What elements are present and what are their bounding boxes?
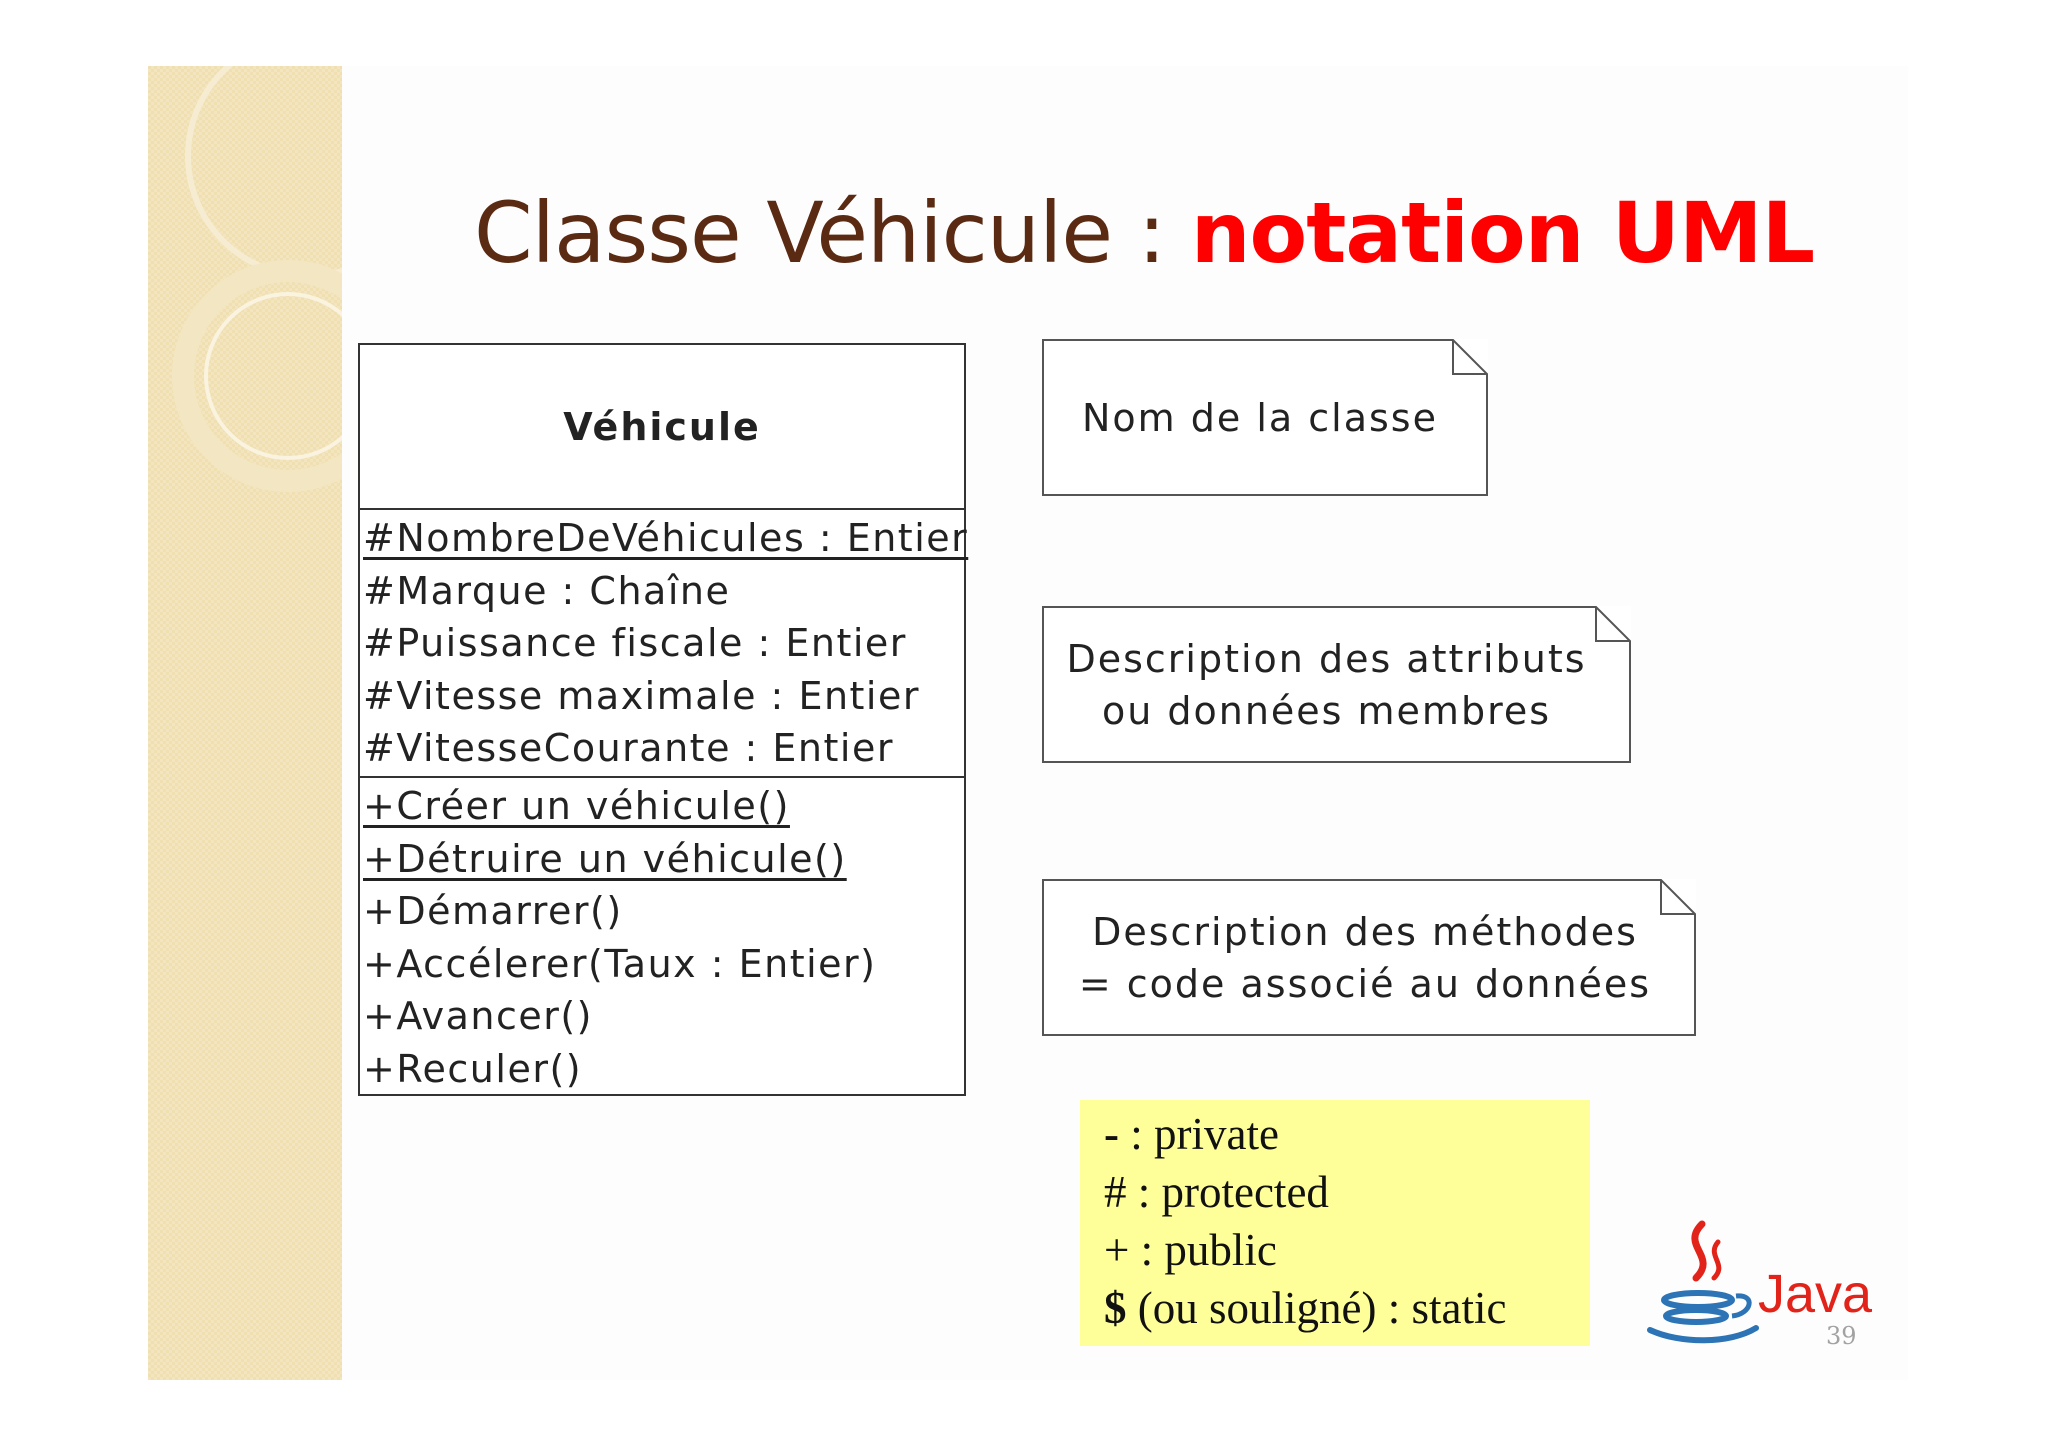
uml-operation: +Créer un véhicule() bbox=[363, 784, 790, 828]
uml-operation: +Détruire un véhicule() bbox=[363, 836, 847, 881]
uml-operation: +Reculer() bbox=[363, 1046, 583, 1091]
decorative-circles bbox=[148, 66, 342, 1380]
note-class-name-text: Nom de la classe bbox=[1082, 395, 1438, 440]
legend-item bbox=[1104, 1279, 1590, 1337]
legend-symbol: - bbox=[1104, 1109, 1119, 1159]
slide-title bbox=[474, 178, 1815, 288]
note-class-name bbox=[1042, 339, 1488, 496]
uml-operations-compartment bbox=[360, 778, 964, 1095]
java-logo-text: Java bbox=[1758, 1264, 1873, 1324]
legend-meaning: (ou souligné) : static bbox=[1126, 1283, 1507, 1333]
uml-operation: +Accélerer(Taux : Entier) bbox=[363, 941, 877, 986]
uml-class-name: Véhicule bbox=[360, 345, 964, 510]
uml-attribute: #VitesseCourante : Entier bbox=[363, 726, 894, 770]
note-attributes bbox=[1042, 606, 1631, 763]
legend-meaning: : public bbox=[1129, 1225, 1277, 1275]
uml-operation: +Avancer() bbox=[363, 994, 594, 1038]
legend-symbol: $ bbox=[1104, 1283, 1127, 1333]
note-methods bbox=[1042, 879, 1696, 1036]
title-accent: notation UML bbox=[1190, 184, 1815, 282]
note-methods-line1: Description des méthodes bbox=[1092, 909, 1638, 954]
title-main: Classe Véhicule : bbox=[474, 184, 1166, 282]
uml-attribute: #Marque : Chaîne bbox=[363, 568, 731, 613]
legend-symbol: + bbox=[1104, 1225, 1130, 1275]
uml-attribute: #NombreDeVéhicules : Entier bbox=[363, 516, 969, 560]
legend-item bbox=[1104, 1221, 1590, 1279]
uml-operation: +Démarrer() bbox=[363, 889, 623, 933]
legend-meaning: : private bbox=[1119, 1109, 1279, 1159]
uml-attribute: #Vitesse maximale : Entier bbox=[363, 673, 920, 718]
legend-item bbox=[1104, 1105, 1590, 1163]
note-methods-line2: = code associé au données bbox=[1078, 961, 1652, 1006]
legend-item bbox=[1104, 1163, 1590, 1221]
note-attributes-line1: Description des attributs bbox=[1066, 636, 1587, 681]
note-attributes-line2: ou données membres bbox=[1101, 688, 1552, 733]
uml-class-box bbox=[358, 343, 969, 1096]
decorative-side-stripe bbox=[148, 66, 342, 1380]
page-number: 39 bbox=[1826, 1322, 1857, 1350]
visibility-legend bbox=[1080, 1100, 1590, 1346]
legend-meaning: : protected bbox=[1126, 1167, 1329, 1217]
legend-symbol: # bbox=[1104, 1167, 1127, 1217]
uml-attribute: #Puissance fiscale : Entier bbox=[363, 621, 907, 665]
uml-attributes-compartment bbox=[360, 510, 969, 778]
